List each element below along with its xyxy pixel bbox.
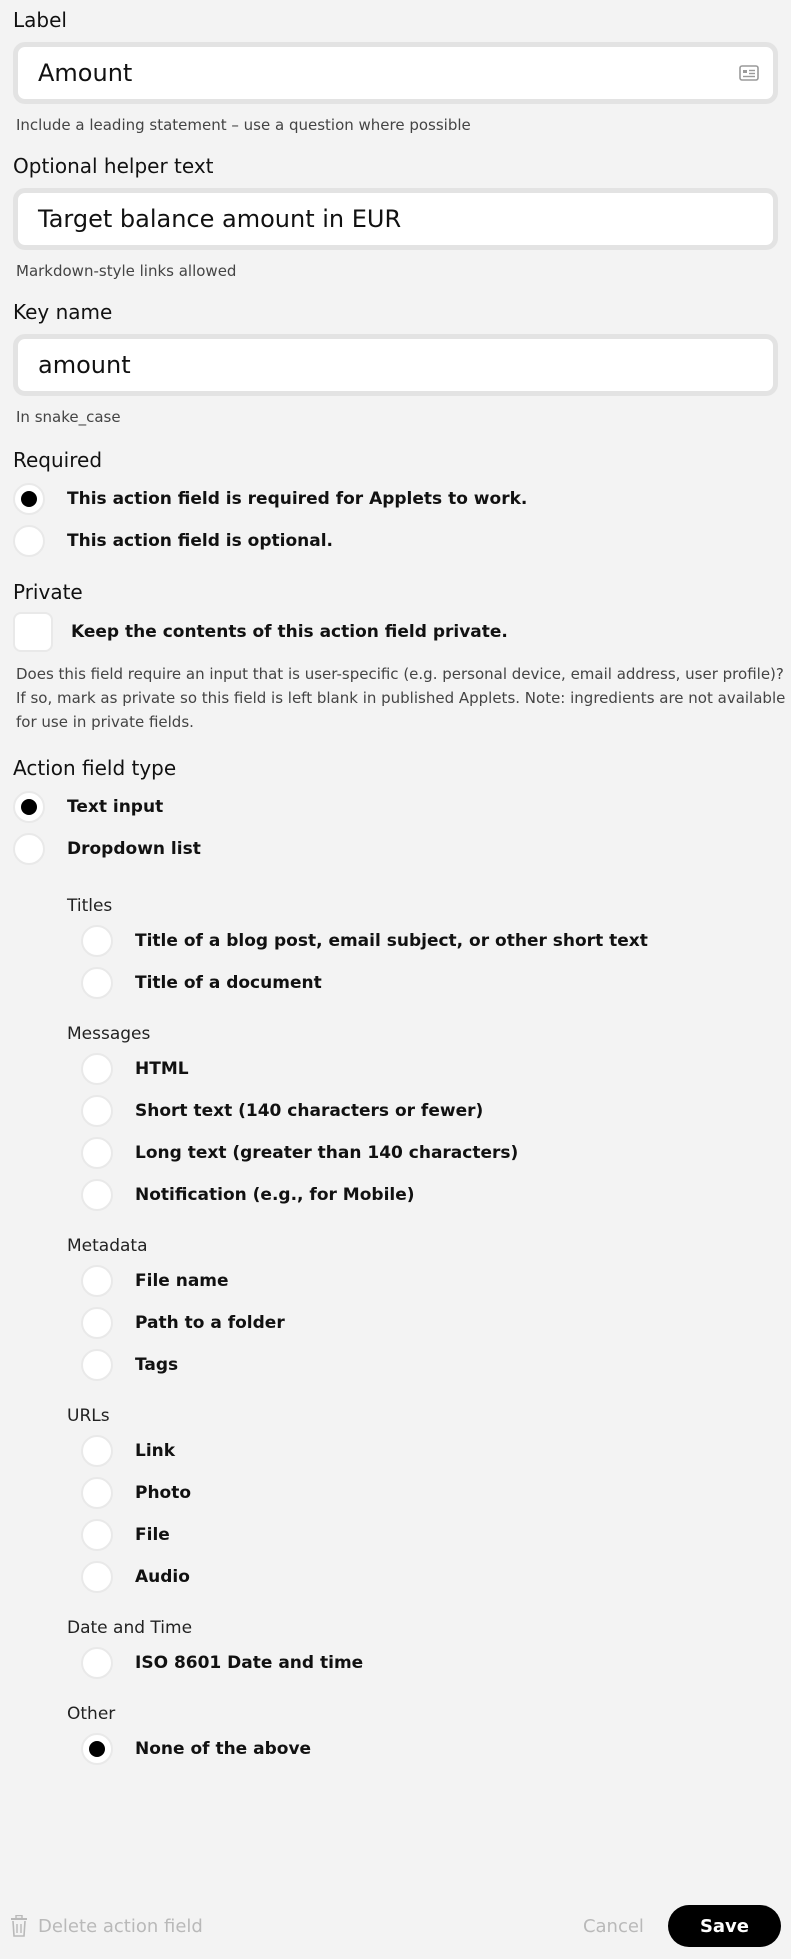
radio-button[interactable]	[13, 525, 45, 557]
key-name-heading: Key name	[13, 300, 113, 324]
radio-label: Audio	[135, 1567, 190, 1587]
radio-label: File	[135, 1525, 170, 1545]
radio-label: None of the above	[135, 1739, 312, 1759]
cancel-button[interactable]: Cancel	[582, 1915, 644, 1937]
id-card-icon	[739, 64, 759, 82]
delete-label: Delete action field	[38, 1915, 203, 1937]
key-name-input[interactable]	[13, 334, 778, 396]
radio-button[interactable]	[81, 1307, 113, 1339]
radio-button[interactable]	[13, 833, 45, 865]
option-audio[interactable]	[81, 1556, 778, 1598]
option-photo[interactable]	[81, 1472, 778, 1514]
radio-button[interactable]	[81, 1477, 113, 1509]
option-folder-path[interactable]	[81, 1302, 778, 1344]
helper-text-input-value: Target balance amount in EUR	[38, 205, 402, 233]
helper-text-helper: Markdown-style links allowed	[16, 262, 237, 280]
radio-label: Photo	[135, 1483, 192, 1503]
required-option-required[interactable]	[13, 478, 778, 520]
radio-button[interactable]	[13, 483, 45, 515]
private-heading: Private	[13, 580, 83, 604]
group-titles	[67, 896, 778, 1004]
save-button[interactable]: Save	[668, 1905, 781, 1947]
private-section	[13, 580, 786, 734]
required-section	[13, 448, 778, 562]
label-input-value: Amount	[38, 59, 133, 87]
option-file-name[interactable]	[81, 1260, 778, 1302]
radio-label: Path to a folder	[135, 1313, 285, 1333]
radio-button[interactable]	[81, 1561, 113, 1593]
group-title: Other	[67, 1704, 116, 1724]
form-footer	[0, 1905, 791, 1947]
group-title: Messages	[67, 1024, 151, 1044]
label-section	[13, 0, 778, 134]
private-checkbox[interactable]	[13, 612, 53, 652]
radio-button[interactable]	[81, 1733, 113, 1765]
option-html[interactable]	[81, 1048, 778, 1090]
helper-text-heading: Optional helper text	[13, 154, 214, 178]
required-option-optional[interactable]	[13, 520, 778, 562]
radio-label: Tags	[135, 1355, 179, 1375]
group-title: Metadata	[67, 1236, 148, 1256]
radio-label: Title of a blog post, email subject, or other short text	[135, 931, 648, 951]
field-type-section	[13, 756, 778, 1770]
option-notification[interactable]	[81, 1174, 778, 1216]
radio-button[interactable]	[81, 1053, 113, 1085]
key-name-input-value: amount	[38, 351, 131, 379]
radio-button[interactable]	[81, 1265, 113, 1297]
option-link[interactable]	[81, 1430, 778, 1472]
radio-button[interactable]	[81, 1435, 113, 1467]
helper-text-input[interactable]	[13, 188, 778, 250]
option-title-document[interactable]	[81, 962, 778, 1004]
group-other	[67, 1704, 778, 1770]
private-checkbox-row[interactable]	[13, 612, 778, 652]
label-heading: Label	[13, 8, 67, 32]
radio-label: Long text (greater than 140 characters)	[135, 1143, 519, 1163]
label-helper: Include a leading statement – use a question where possible	[16, 116, 471, 134]
option-tags[interactable]	[81, 1344, 778, 1386]
private-note: Does this field require an input that is user-specific (e.g. personal device, email address, user profile)? If so, mark as private so this field is left blank in published Applets. Note: ingredients are not available for use in private fields.	[16, 665, 786, 731]
option-title-short-text[interactable]	[81, 920, 778, 962]
private-checkbox-label: Keep the contents of this action field private.	[71, 622, 508, 642]
radio-button[interactable]	[81, 1137, 113, 1169]
radio-label: This action field is required for Applets to work.	[67, 489, 528, 509]
group-metadata	[67, 1236, 778, 1386]
radio-label: ISO 8601 Date and time	[135, 1653, 364, 1673]
group-date-time	[67, 1618, 778, 1684]
option-short-text[interactable]	[81, 1090, 778, 1132]
key-name-helper: In snake_case	[16, 408, 121, 426]
delete-action-field-button[interactable]	[10, 1915, 203, 1937]
group-urls	[67, 1406, 778, 1598]
required-heading: Required	[13, 448, 103, 472]
radio-label: HTML	[135, 1059, 189, 1079]
group-title: Date and Time	[67, 1618, 193, 1638]
radio-button[interactable]	[81, 1519, 113, 1551]
key-name-section	[13, 300, 778, 426]
radio-label: Text input	[67, 797, 164, 817]
option-file[interactable]	[81, 1514, 778, 1556]
radio-button[interactable]	[81, 967, 113, 999]
radio-label: Notification (e.g., for Mobile)	[135, 1185, 415, 1205]
group-title: Titles	[67, 896, 113, 916]
trash-icon	[10, 1915, 28, 1937]
option-none[interactable]	[81, 1728, 778, 1770]
radio-label: Short text (140 characters or fewer)	[135, 1101, 484, 1121]
radio-button[interactable]	[81, 925, 113, 957]
field-type-option-dropdown[interactable]	[13, 828, 778, 870]
group-messages	[67, 1024, 778, 1216]
radio-label: Title of a document	[135, 973, 322, 993]
radio-label: Link	[135, 1441, 176, 1461]
radio-label: File name	[135, 1271, 229, 1291]
field-type-option-text-input[interactable]	[13, 786, 778, 828]
radio-button[interactable]	[81, 1349, 113, 1381]
label-input[interactable]	[13, 42, 778, 104]
option-long-text[interactable]	[81, 1132, 778, 1174]
option-iso-date[interactable]	[81, 1642, 778, 1684]
field-type-heading: Action field type	[13, 756, 177, 780]
radio-button[interactable]	[81, 1095, 113, 1127]
radio-label: This action field is optional.	[67, 531, 334, 551]
radio-button[interactable]	[13, 791, 45, 823]
radio-label: Dropdown list	[67, 839, 201, 859]
helper-text-section	[13, 154, 778, 280]
radio-button[interactable]	[81, 1647, 113, 1679]
radio-button[interactable]	[81, 1179, 113, 1211]
group-title: URLs	[67, 1406, 110, 1426]
